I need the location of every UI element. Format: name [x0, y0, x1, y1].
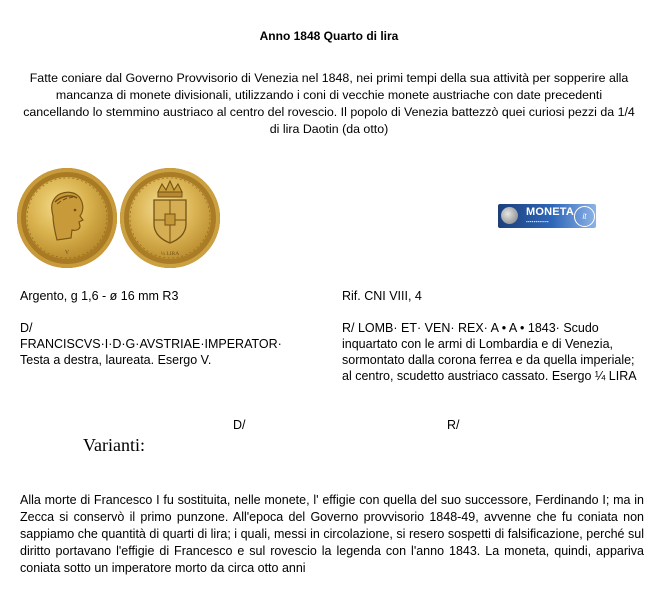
reverse-description: R/ LOMB· ET· VEN· REX· A • A • 1843· Scudo inquartato con le armi di Lombardia e di Venezia, sormontato dalla corona ferrea e da quella imperiale; al centro, scudetto austriaco cassato. Esergo ¼ LIRA — [342, 321, 637, 383]
svg-text:V: V — [64, 250, 70, 256]
logo-tagline-icon: ▪▪▪▪▪▪▪▪▪▪▪▪ — [526, 219, 549, 224]
variants-d-label: D/ — [233, 418, 246, 432]
coin-obverse-image — [17, 168, 117, 268]
logo-coin-icon — [501, 207, 518, 224]
coin-reverse-image — [120, 168, 220, 268]
intro-paragraph: Fatte coniare dal Governo Provvisorio di Venezia nel 1848, nei primi tempi della sua attività per sopperire alla mancanza di monete divisionali, utilizzando i coni di vecchie monete austriache con date precedenti cancellando lo stemmino austriaco al centro del rovescio. Il popolo di Venezia battezzò quei curiosi pezzi da 1/4 di lira Daotin (da otto) — [23, 71, 635, 136]
specs-reference: Rif. CNI VIII, 4 — [342, 289, 422, 303]
footer-paragraph: Alla morte di Francesco I fu sostituita, nelle monete, l' effigie con quella del suo successore, Ferdinando I; ma in Zecca si conservò il primo punzone. All'epoca del Governo provvisorio 1848-49, avvenne che fu coniata non sappiamo che quantità di quarti di lira; i quali, messi in circolazione, si resero sospetti di falsificazione, perché sul diritto portavano l'effigie di Francesco e sul rovescio la legenda con l'anno 1843. La moneta, quindi, appariva coniata sotto un imperatore morto da circa otto anni — [20, 493, 644, 575]
logo-suffix: it — [574, 206, 595, 227]
coin-obverse-icon — [17, 168, 117, 268]
obverse-description: Testa a destra, laureata. Esergo V. — [20, 353, 212, 367]
obverse-block — [20, 320, 320, 368]
specs-metal: Argento, g 1,6 - ø 16 mm R3 — [20, 289, 179, 303]
obverse-legend: FRANCISCVS·I·D·G·AVSTRIAE·IMPERATOR· — [20, 337, 282, 351]
svg-text:¼ LIRA: ¼ LIRA — [160, 251, 180, 257]
page-title: Anno 1848 Quarto di lira — [259, 29, 399, 43]
moneta-logo[interactable] — [498, 204, 596, 228]
variants-heading: Varianti: — [83, 435, 145, 455]
variants-r-label: R/ — [447, 418, 460, 432]
logo-word: MONETA — [526, 206, 575, 218]
obverse-label: D/ — [20, 321, 33, 335]
coin-reverse-icon — [120, 168, 220, 268]
